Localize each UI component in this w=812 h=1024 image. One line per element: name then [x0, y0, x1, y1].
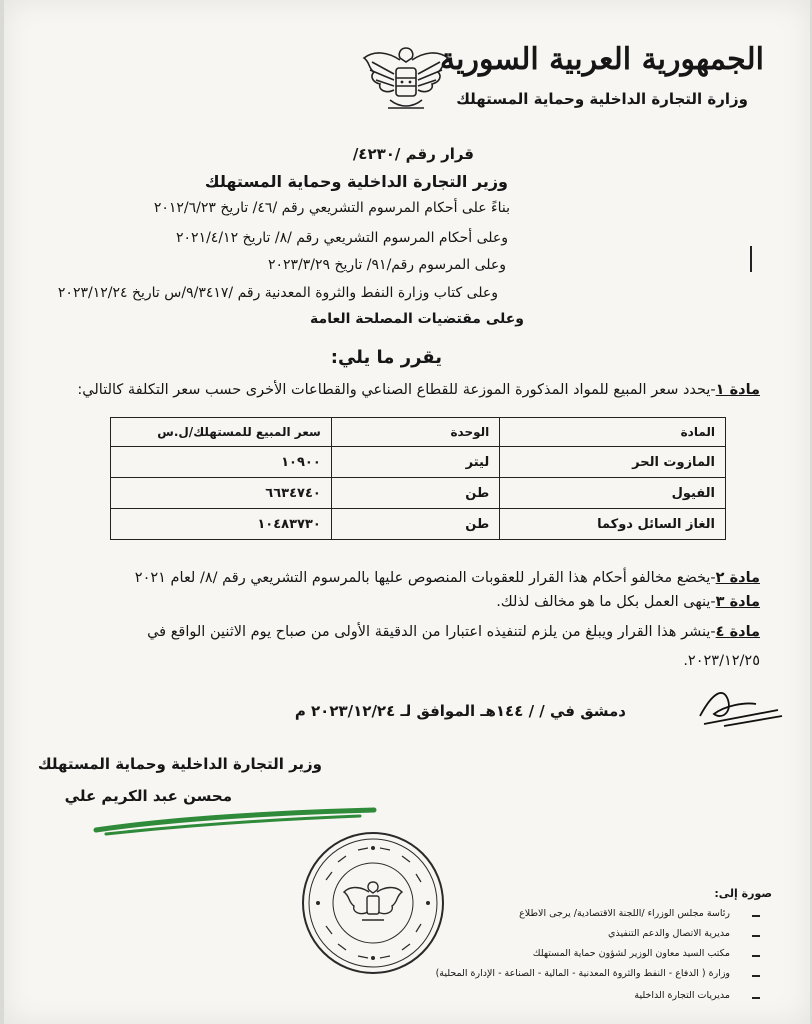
- price-cell: ٦٦٣٤٧٤٠: [111, 478, 332, 509]
- decision-number: قرار رقم /٤٢٣٠/: [352, 145, 474, 163]
- cc-item: مديريات التجارة الداخلية: [634, 990, 730, 1001]
- document-page: [4, 0, 810, 1024]
- handwritten-initial-icon: [694, 680, 784, 730]
- cc-bullet: [752, 915, 760, 917]
- cc-title: صورة إلى:: [714, 887, 772, 900]
- article-1-label: مادة ١: [715, 382, 760, 398]
- ministry-seal-icon: [298, 828, 448, 978]
- table-row: [111, 509, 726, 540]
- signatory-title: وزير التجارة الداخلية وحماية المستهلك: [37, 755, 322, 773]
- unit-cell: طن: [331, 478, 499, 509]
- eagle-emblem-icon: [360, 38, 452, 122]
- table-row: [111, 447, 726, 478]
- cc-bullet: [752, 955, 760, 957]
- cc-item: رئاسة مجلس الوزراء /اللجنة الاقتصادية/ يرجى الاطلاع: [519, 908, 730, 919]
- table-row: [111, 478, 726, 509]
- article-3-label: مادة ٣: [715, 594, 760, 610]
- price-cell: ١٠٤٨٣٧٣٠: [111, 509, 332, 540]
- unit-cell: طن: [331, 509, 499, 540]
- basis-line-1: بناءً على أحكام المرسوم التشريعي رقم /٤٦/ تاريخ ٢٠١٢/٦/٢٣: [153, 200, 510, 216]
- margin-mark: [750, 246, 752, 272]
- material-cell: المازوت الحر: [500, 447, 726, 478]
- price-cell: ١٠٩٠٠: [111, 447, 332, 478]
- basis-line-3: وعلى المرسوم رقم/٩١/ تاريخ ٢٠٢٣/٣/٢٩: [267, 257, 506, 273]
- article-3-text: -ينهى العمل بكل ما هو مخالف لذلك.: [496, 594, 716, 610]
- basis-line-4: وعلى كتاب وزارة النفط والثروة المعدنية رقم /٩/٣٤١٧/س تاريخ ٢٠٢٣/١٢/٢٤: [57, 285, 498, 301]
- article-2-label: مادة ٢: [715, 570, 760, 586]
- price-table: [110, 417, 726, 540]
- article-4: [147, 624, 760, 640]
- article-2-text: -يخضع مخالفو أحكام هذا القرار للعقوبات المنصوص عليها بالمرسوم التشريعي رقم /٨/ لعام ٢٠٢١: [134, 570, 716, 586]
- unit-cell: ليتر: [331, 447, 499, 478]
- cc-item: مكتب السيد معاون الوزير لشؤون حماية المستهلك: [532, 948, 730, 959]
- cc-item: وزارة ( الدفاع - النفط والثروة المعدنية - المالية - الصناعة - الإدارة المحلية): [435, 968, 730, 979]
- decides-heading: يقرر ما يلي:: [330, 347, 442, 368]
- signatory-name: محسن عبد الكريم علي: [64, 787, 232, 805]
- cc-item: مديرية الاتصال والدعم التنفيذي: [608, 928, 730, 939]
- basis-line-5: وعلى مقتضيات المصلحة العامة: [310, 311, 524, 327]
- table-header-row: [111, 418, 726, 447]
- material-cell: الغاز السائل دوكما: [500, 509, 726, 540]
- article-2: [135, 570, 760, 586]
- cc-bullet: [752, 997, 760, 999]
- decision-issuer: وزير التجارة الداخلية وحماية المستهلك: [204, 172, 508, 191]
- column-header-material: المادة: [500, 418, 726, 447]
- date-line: دمشق في / / ١٤٤هـ الموافق لـ ٢٠٢٣/١٢/٢٤ م: [294, 702, 626, 720]
- article-1: [77, 382, 760, 398]
- article-1-text: -يحدد سعر المبيع للمواد المذكورة الموزعة للقطاع الصناعي والقطاعات الأخرى حسب سعر التكلفة كالتالي:: [77, 382, 716, 398]
- article-4-date: ٢٠٢٣/١٢/٢٥.: [683, 653, 760, 669]
- article-3: [496, 594, 760, 610]
- cc-bullet: [752, 975, 760, 977]
- column-header-price: سعر المبيع للمستهلك/ل.س: [111, 418, 332, 447]
- ministry-title: وزارة التجارة الداخلية وحماية المستهلك: [456, 90, 748, 108]
- material-cell: الفيول: [500, 478, 726, 509]
- cc-bullet: [752, 935, 760, 937]
- article-4-label: مادة ٤: [715, 624, 760, 640]
- basis-line-2: وعلى أحكام المرسوم التشريعي رقم /٨/ تاريخ ٢٠٢١/٤/١٢: [176, 230, 508, 246]
- country-title: الجمهورية العربية السورية: [440, 42, 764, 77]
- article-4-text: -ينشر هذا القرار ويبلغ من يلزم لتنفيذه اعتبارا من الدقيقة الأولى من صباح يوم الاثنين الواقع في: [147, 624, 716, 640]
- column-header-unit: الوحدة: [331, 418, 499, 447]
